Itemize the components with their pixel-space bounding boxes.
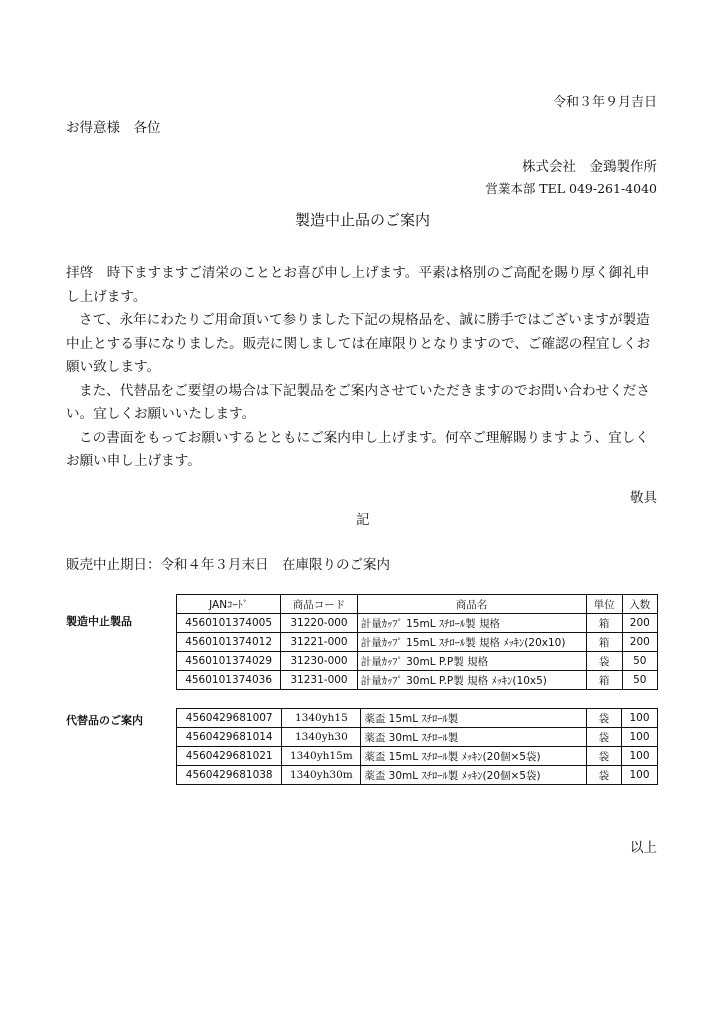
cell-name: 薬盃 15mL ｽﾁﾛｰﾙ製 ﾒｯｷﾝ(20個×5袋): [361, 747, 587, 766]
cell-name: 薬盃 15mL ｽﾁﾛｰﾙ製: [361, 709, 587, 728]
table-row: [177, 652, 658, 671]
cell-unit: 袋: [586, 709, 621, 728]
alternatives-table: [176, 708, 658, 785]
table-row: [177, 728, 658, 747]
cell-unit: 袋: [586, 766, 621, 785]
cell-name: 薬盃 30mL ｽﾁﾛｰﾙ製 ﾒｯｷﾝ(20個×5袋): [361, 766, 587, 785]
cell-name: 計量ｶｯﾌﾟ 30mL P.P製 規格 ﾒｯｷﾝ(10x5): [357, 671, 586, 690]
cell-unit: 箱: [586, 633, 622, 652]
cell-qty: 200: [622, 614, 657, 633]
cell-unit: 箱: [586, 614, 622, 633]
header-qty: 入数: [622, 595, 657, 614]
cell-qty: 100: [621, 747, 657, 766]
cell-unit: 袋: [586, 652, 622, 671]
cell-jan: 4560101374036: [177, 671, 281, 690]
cell-name: 計量ｶｯﾌﾟ 30mL P.P製 規格: [357, 652, 586, 671]
closing-ijou: 以上: [630, 840, 657, 856]
closing-keigu: 敬具: [630, 490, 657, 506]
table-row: [177, 747, 658, 766]
cell-code: 1340yh30m: [282, 766, 361, 785]
cell-jan: 4560429681038: [177, 766, 282, 785]
cell-code: 1340yh15m: [282, 747, 361, 766]
cell-jan: 4560429681007: [177, 709, 282, 728]
addressee: お得意様 各位: [66, 120, 161, 136]
cell-jan: 4560429681021: [177, 747, 282, 766]
sale-end-date: 販売中止期日：令和４年３月末日 在庫限りのご案内: [66, 557, 390, 573]
header-name: 商品名: [357, 595, 586, 614]
discontinued-table: [176, 594, 658, 690]
paragraph-greeting: 拝啓 時下ますますご清栄のこととお喜び申し上げます。平素は格別のご高配を賜り厚く御礼申し上げます。: [66, 265, 650, 305]
cell-code: 31221-000: [281, 633, 358, 652]
cell-name: 計量ｶｯﾌﾟ 15mL ｽﾁﾛｰﾙ製 規格 ﾒｯｷﾝ(20x10): [357, 633, 586, 652]
cell-qty: 100: [621, 766, 657, 785]
header-code: 商品コード: [281, 595, 358, 614]
cell-unit: 袋: [586, 728, 621, 747]
cell-code: 31230-000: [281, 652, 358, 671]
cell-jan: 4560101374005: [177, 614, 281, 633]
document-title: 製造中止品のご案内: [294, 211, 430, 229]
cell-name: 計量ｶｯﾌﾟ 15mL ｽﾁﾛｰﾙ製 規格: [357, 614, 586, 633]
company-name: 株式会社 金鵄製作所: [522, 159, 657, 175]
table-row: [177, 709, 658, 728]
cell-code: 31220-000: [281, 614, 358, 633]
table-row: [177, 633, 658, 652]
cell-qty: 100: [621, 709, 657, 728]
table-header-row: [177, 595, 658, 614]
alternatives-label: 代替品のご案内: [66, 714, 143, 727]
cell-qty: 100: [621, 728, 657, 747]
cell-qty: 200: [622, 633, 657, 652]
cell-qty: 50: [622, 652, 657, 671]
header-jan: JANｺｰﾄﾞ: [177, 595, 281, 614]
cell-code: 31231-000: [281, 671, 358, 690]
cell-jan: 4560101374029: [177, 652, 281, 671]
cell-jan: 4560101374012: [177, 633, 281, 652]
paragraph-alternatives: また、代替品をご要望の場合は下記製品をご案内させていただきますのでお問い合わせください。宜しくお願いいたします。: [66, 382, 650, 422]
cell-qty: 50: [622, 671, 657, 690]
table-row: [177, 766, 658, 785]
cell-unit: 袋: [586, 747, 621, 766]
header-unit: 単位: [586, 595, 622, 614]
cell-name: 薬盃 30mL ｽﾁﾛｰﾙ製: [361, 728, 587, 747]
cell-unit: 箱: [586, 671, 622, 690]
cell-code: 1340yh30: [282, 728, 361, 747]
letter-body: [66, 262, 662, 474]
discontinued-label: 製造中止製品: [66, 615, 132, 628]
table-row: [177, 614, 658, 633]
cell-jan: 4560429681014: [177, 728, 282, 747]
document-date: 令和３年９月吉日: [552, 95, 657, 110]
paragraph-announcement: さて、永年にわたりご用命頂いて参りました下記の規格品を、誠に勝手ではございますが製造中止とする事になりました。販売に関しましては在庫限りとなりますので、ご確認の程宜しくお願い致します。: [66, 312, 651, 375]
cell-code: 1340yh15: [282, 709, 361, 728]
ki-heading: 記: [356, 512, 370, 528]
department-contact: 営業本部 TEL 049-261-4040: [485, 181, 657, 196]
table-row: [177, 671, 658, 690]
paragraph-closing: この書面をもってお願いするとともにご案内申し上げます。何卒ご理解賜りますよう、宜しくお願い申し上げます。: [66, 429, 649, 469]
